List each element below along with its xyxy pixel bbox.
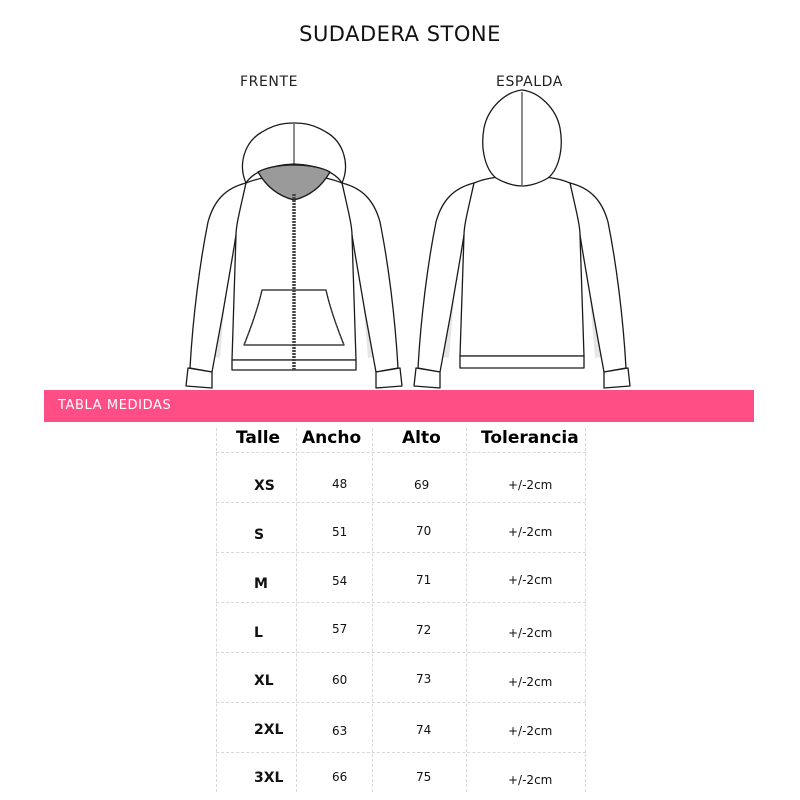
cell-ancho: 54 — [332, 574, 348, 588]
cell-talle: L — [254, 625, 263, 641]
table-border-right — [585, 428, 586, 792]
cell-talle: S — [254, 527, 265, 543]
cell-tolerancia: +/-2cm — [508, 573, 553, 587]
banner-label: TABLA MEDIDAS — [58, 398, 172, 413]
cell-tolerancia: +/-2cm — [508, 675, 553, 689]
table-row-divider — [216, 552, 586, 553]
cell-talle: 2XL — [254, 722, 284, 738]
table-divider — [466, 428, 467, 792]
front-view-label: FRENTE — [240, 74, 299, 90]
cell-ancho: 66 — [332, 770, 348, 784]
cell-tolerancia: +/-2cm — [508, 525, 553, 539]
table-row-divider — [216, 702, 586, 703]
back-hoodie-illustration — [414, 90, 630, 388]
cell-alto: 75 — [416, 770, 432, 784]
back-view-label: ESPALDA — [496, 74, 563, 90]
header-tolerancia: Tolerancia — [481, 428, 579, 448]
cell-ancho: 63 — [332, 724, 348, 738]
cell-ancho: 57 — [332, 622, 348, 636]
cell-tolerancia: +/-2cm — [508, 626, 553, 640]
table-row-divider — [216, 652, 586, 653]
cell-tolerancia: +/-2cm — [508, 724, 553, 738]
table-row-divider — [216, 752, 586, 753]
cell-alto: 73 — [416, 672, 432, 686]
table-row-divider — [216, 502, 586, 503]
cell-talle: 3XL — [254, 770, 284, 786]
table-border-left — [216, 428, 217, 792]
table-divider — [372, 428, 373, 792]
cell-ancho: 51 — [332, 525, 348, 539]
page-title: SUDADERA STONE — [299, 22, 501, 46]
front-hoodie-illustration — [186, 123, 402, 388]
cell-alto: 72 — [416, 623, 432, 637]
cell-alto: 71 — [416, 573, 432, 587]
measurements-banner — [44, 390, 754, 422]
cell-alto: 69 — [414, 478, 430, 492]
cell-tolerancia: +/-2cm — [508, 478, 553, 492]
header-alto: Alto — [402, 428, 441, 448]
cell-talle: M — [254, 576, 268, 592]
table-row-divider — [216, 452, 586, 453]
cell-alto: 74 — [416, 723, 432, 737]
header-talle: Talle — [236, 428, 281, 448]
cell-ancho: 48 — [332, 477, 348, 491]
cell-talle: XS — [254, 478, 275, 494]
table-row-divider — [216, 602, 586, 603]
cell-ancho: 60 — [332, 673, 348, 687]
header-ancho: Ancho — [302, 428, 362, 448]
size-table — [216, 428, 586, 792]
cell-alto: 70 — [416, 524, 432, 538]
cell-talle: XL — [254, 673, 274, 689]
table-divider — [296, 428, 297, 792]
cell-tolerancia: +/-2cm — [508, 773, 553, 787]
